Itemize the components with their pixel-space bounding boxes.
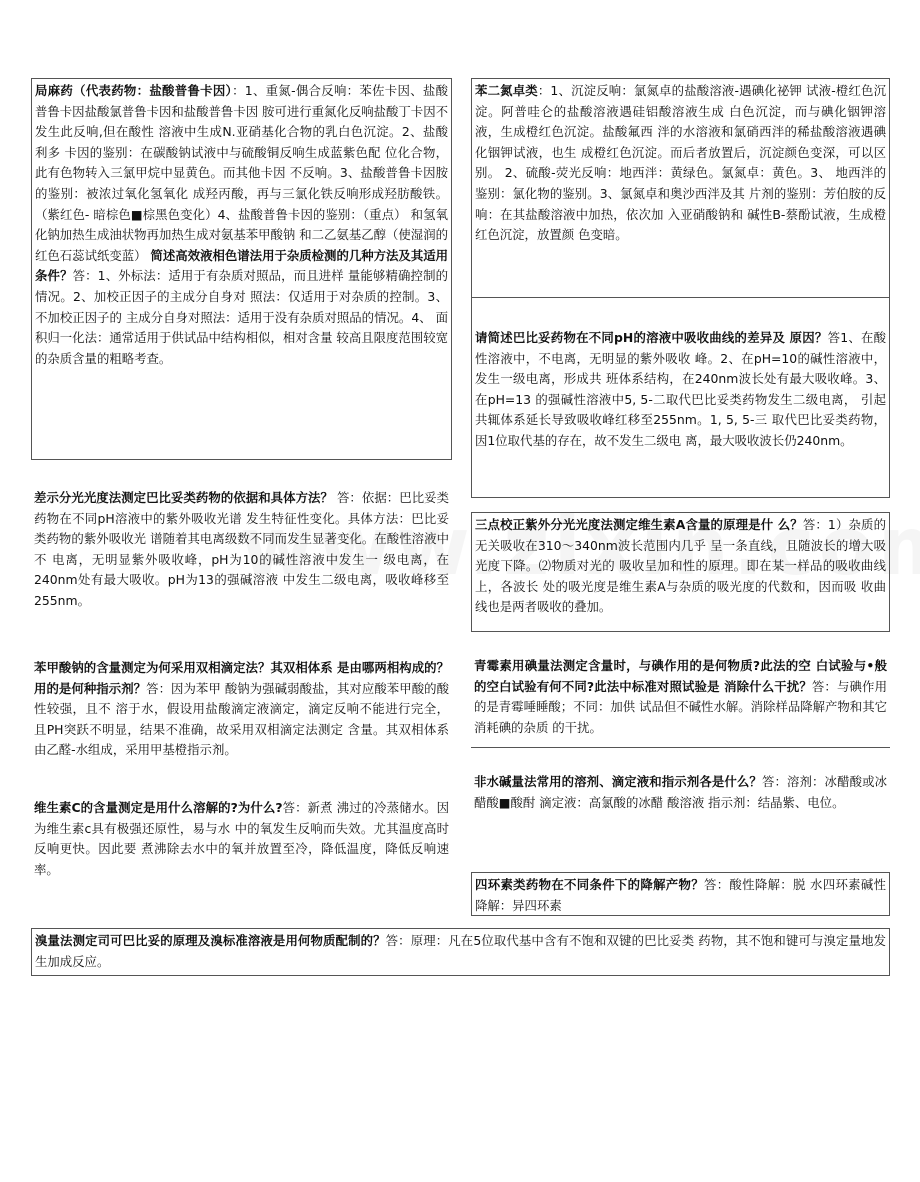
block-tetracyclines bbox=[471, 872, 890, 916]
block-local-anesthetics bbox=[31, 78, 452, 460]
block-question: 简述高效液相色谱法用于杂质检测的几种方法及其适用 条件？ bbox=[35, 247, 448, 284]
block-benzodiazepines bbox=[471, 78, 890, 298]
block-question: 三点校正紫外分光光度法测定维生素A含量的原理是什 么？ bbox=[475, 517, 803, 532]
block-answer: 答：1、外标法：适用于有杂质对照品，而且进样 量能够精确控制的情况。2、加校正因子的主成分自身对 照法：仅适用于对杂质的控制。3、不加校正因子的 主成分自身对照法：适用于没有杂质对照品的情况。4、 面积归一化法：通常适用于供试品中结构相似，相对含量 较高且限度范围较宽的杂质含量的粗略考查。 bbox=[35, 268, 449, 366]
block-answer: 答：因为苯甲 酸钠为强碱弱酸盐，其对应酸苯甲酸的酸性较强，且不 溶于水，假设用盐酸滴定液滴定，滴定反响不能进行完全， 且PH突跃不明显，结果不准确，故采用双相滴定法测定 含量。其双相体系由乙醛-水组成，采用甲基橙指示剂。 bbox=[34, 680, 449, 758]
block-answer: 答：1）杂质的无关吸收在310〜340nm波长范围内几乎 呈一条直线，且随波长的增大吸光度下降。⑵物质对光的 吸收呈加和性的原理。即在某一样品的吸收曲线上，各波长 处的吸光度是维生素A与杂质的吸光度的代数和，因而吸 收曲线也是两者吸收的叠加。 bbox=[475, 517, 886, 615]
block-question: 请简述巴比妥药物在不同pH的溶液中吸收曲线的差异及 原因？ bbox=[475, 330, 828, 345]
block-question: 差示分光光度法测定巴比妥类药物的依据和具体方法？ bbox=[34, 490, 333, 505]
block-bromometry bbox=[31, 928, 890, 976]
block-question: 非水碱量法常用的溶剂、滴定液和指示剂各是什么？ bbox=[474, 774, 762, 789]
block-answer: 答：新煮 沸过的冷蒸储水。因为维生素c具有极强还原性，易与水 中的氧发生反响而失效。尤其温度高时反响更快。因此要 煮沸除去水中的氧并放置至冷，降低温度，降低反响速率。 bbox=[34, 800, 449, 877]
block-vitamin-c bbox=[31, 798, 452, 898]
block-question: 局麻药（代表药物：盐酸普鲁卡因） bbox=[35, 83, 233, 98]
block-question: 维生素C的含量测定是用什么溶解的?为什么? bbox=[34, 800, 283, 815]
block-answer: ：1、重氮-偶合反响：苯佐卡因、盐酸普鲁卡因盐酸氯普鲁卡因和盐酸普鲁卡因 胺可进行重氮化反响盐酸丁卡因不发生此反响,但在酸性 溶液中生成N.亚硝基化合物的乳白色沉淀。2、盐酸利多 卡因的鉴别：在碳酸钠试液中与硫酸铜反响生成蓝紫色配 位化合物，此有色物转入三氯甲烷中显黄色。而其他卡因 不反响。3、盐酸普鲁卡因胺的鉴别：被浓过氧化氢氧化 成羟丙酸，再与三氯化铁反响形成羟肪酸铁。（紫红色- 暗棕色■棕黑色变化）4、盐酸普鲁卡因的鉴别：（重点） 和氢氧化钠加热生成油状物再加热生成对氨基苯甲酸钠 和二乙氨基乙醇（使湿润的红色石蕊试纸变蓝） bbox=[35, 83, 448, 263]
block-sodium-benzoate bbox=[31, 658, 452, 778]
block-question: 苯二氮卓类 bbox=[475, 83, 538, 98]
block-question: 四环素类药物在不同条件下的降解产物？ bbox=[475, 877, 704, 892]
block-question: 苯甲酸钠的含量测定为何采用双相滴定法？其双相体系 是由哪两相构成的？用的是何种指示剂？ bbox=[34, 660, 449, 696]
block-answer: 答：依据：巴比妥类药物在不同pH溶液中的紫外吸收光谱 发生特征性变化。具体方法：巴比妥类药物的紫外吸收光 谱随着其电离级数不同而发生显著变化。在酸性溶液中不 电离，无明显紫外吸收峰，pH为10的碱性溶液中发生一 级电离，在240nm处有最大吸收。pH为13的强碱溶液 中发生二级电离，吸收峰移至255nm。 bbox=[34, 490, 449, 608]
block-nonaqueous-titration bbox=[471, 772, 890, 842]
block-question: 溴量法测定司可巴比妥的原理及溴标准溶液是用何物质配制的？ bbox=[35, 933, 386, 948]
block-answer: 答：原理：凡在5位取代基中含有不饱和双键的巴比妥类 药物，其不饱和键可与溴定量地发生加成反应。 bbox=[35, 933, 887, 969]
block-penicillin bbox=[471, 656, 890, 748]
block-vitamin-a bbox=[471, 512, 890, 632]
block-barbiturate-ph bbox=[471, 298, 890, 498]
block-question: 青霉素用碘量法测定含量时，与碘作用的是何物质?此法的空 白试验与•般的空白试验有何不同?此法中标准对照试验是 消除什么干扰？ bbox=[474, 658, 887, 694]
block-answer: ：1、沉淀反响：氯氮卓的盐酸溶液-遇碘化祕钾 试液-橙红色沉淀。阿普哇仑的盐酸溶液遇硅铝酸溶液生成 白色沉淀，而与碘化铟钾溶液，生成橙红色沉淀。盐酸氟西 泮的水溶液和氯硝西泮的稀盐酸溶液遇碘化铟钾试液，也生 成橙红色沉淀。而后者放置后，沉淀颜色变深，可以区别。 2、硫酸-荧光反响：地西泮：黄绿色。氯氮卓：黄色。3、 地西泮的鉴别：氯化物的鉴别。3、氯氮卓和奥沙西泮及其 片剂的鉴别：芳伯胺的反响：在其盐酸溶液中加热，依次加 入亚硝酸钠和 碱性B-蔡酚试液，生成橙红色沉淀，放置颜 色变暗。 bbox=[475, 83, 887, 243]
block-differential-spectrophotometry bbox=[31, 488, 452, 628]
block-answer: 答：酸性降解：脱 水四环素碱性降解：异四环素 bbox=[475, 877, 886, 913]
block-answer: 答1、在酸性溶液中，不电离，无明显的紫外吸收 峰。2、在pH=10的碱性溶液中，发生一级电离，形成共 班体系结构，在240nm波长处有最大吸收峰。3、在pH=13 的强碱性溶液中5, 5-二取代巴比妥类药物发生二级电离， 引起共辄体系延长导致吸收峰红移至255nm。1, 5, 5-三 取代巴比妥类药物，因1位取代基的存在，故不发生二级电 离，最大吸收波长仍240nm。 bbox=[475, 330, 886, 448]
block-answer: 答：溶剂：冰醋酸或冰醋酸■酸酎 滴定液：高氯酸的冰醋 酸溶液 指示剂：结晶紫、电位。 bbox=[474, 774, 888, 810]
block-answer: 答：与碘作用的是青霉唾睡酸；不同：加供 试品但不碱性水解。消除样品降解产物和其它消耗碘的杂质 的干扰。 bbox=[474, 678, 887, 735]
